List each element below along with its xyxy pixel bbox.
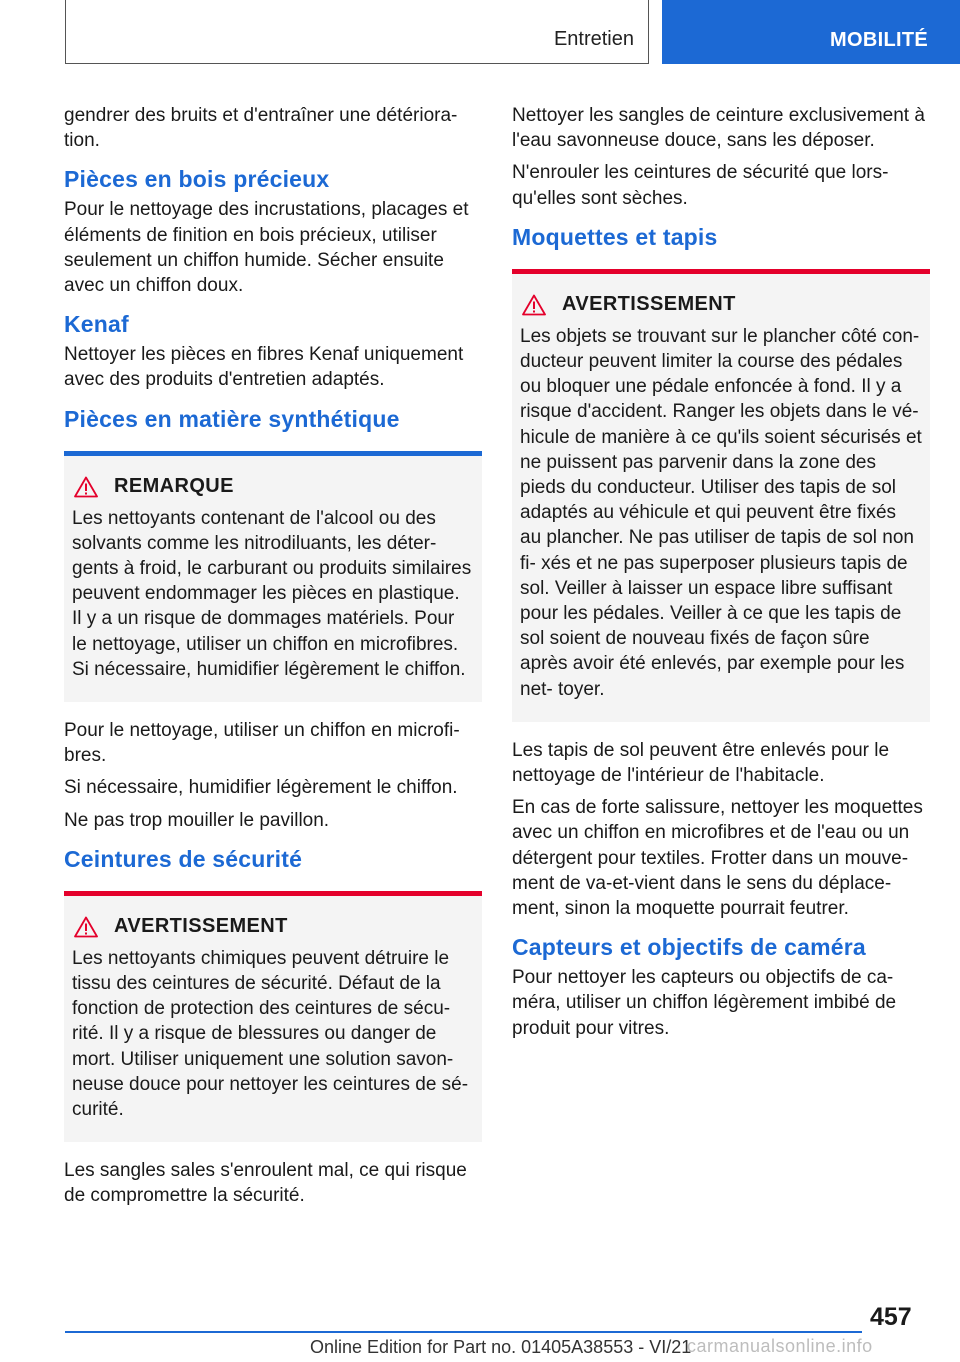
paragraph-synthetic-2: Si nécessaire, humidifier légèrement le chiffon. [64,777,458,799]
paragraph-belts-1: Nettoyer les sangles de ceinture exclusivement à l'eau savonneuse douce, sans les déposer. [512,105,925,152]
heading-wood: Pièces en bois précieux [64,166,330,193]
footer-divider [65,1331,862,1333]
seatbelt-warning-title: AVERTISSEMENT [114,915,288,938]
carpet-warning-text: Les objets se trouvant sur le plancher côté con- ducteur peuvent limiter la course des pédales ou bloquer une pédale enfoncée à fond. Il y a risque d'accident. Ranger les objets dans le vé- hicule de manière à ce qu'ils soient sécurisés et ne puissent pas parvenir dans la zone des pieds du conducteur. Utiliser des tapis de sol adaptés au véhicule et qui peuvent être fixés au plancher. Ne pas utiliser de tapis de sol non fi- xés et ne pas superposer plusieurs tapis de sol. Veiller à laisser un espace libre suffisant pour les pédales. Veiller à ce que les tapis de sol soient de nouveau fixés de façon sûre après avoir été enlevés, par exemple pour les net- toyer. [520,325,922,700]
heading-kenaf: Kenaf [64,311,129,338]
paragraph-synthetic-3: Ne pas trop mouiller le pavillon. [64,809,330,831]
note-callout-text: Les nettoyants contenant de l'alcool ou des solvants comme les nitrodiluants, les déter- gents à froid, le carburant ou produits similaires peuvent endommager les pièces en plastique. Il y a un risque de dommages matériels. Pour le nettoyage, utiliser un chiffon en microfibres. Si nécessaire, humidifier légèrement le chiffon. [72,507,472,680]
paragraph-seatbelts: Les sangles sales s'enroulent mal, ce qui risque de compromettre la sécurité. [64,1160,467,1207]
page-number: 457 [870,1303,912,1331]
carpet-warning-callout [512,269,930,722]
carpet-warning-header [520,290,922,320]
carpet-warning-title: AVERTISSEMENT [562,293,736,316]
paragraph-belts-2: N'enrouler les ceintures de sécurité que lors- qu'elles sont sèches. [512,162,889,209]
seatbelt-warning-callout [64,891,482,1142]
footer-edition: Online Edition for Part no. 01405A38553 - VI/21 [310,1337,692,1357]
heading-cameras: Capteurs et objectifs de caméra [512,934,866,961]
paragraph-synthetic-1: Pour le nettoyage, utiliser un chiffon en microfi- bres. [64,720,460,767]
note-callout-header [72,472,474,502]
heading-synthetic: Pièces en matière synthétique [64,405,400,432]
warning-triangle-icon [74,476,98,498]
right-column [512,103,930,1048]
left-column [64,103,482,1216]
heading-seatbelts: Ceintures de sécurité [64,845,303,872]
warning-triangle-icon [74,916,98,938]
paragraph-carpets-2: En cas de forte salissure, nettoyer les moquettes avec un chiffon en microfibres et de l'eau ou un détergent pour textiles. Frotter dans un mouve- ment de va-et-vient dans le sens du déplace- ment, sinon la moquette pourrait feutrer. [512,797,923,920]
paragraph-carpets-1: Les tapis de sol peuvent être enlevés pour le nettoyage de l'intérieur de l'habitacle. [512,739,890,787]
paragraph-cameras: Pour nettoyer les capteurs ou objectifs de ca- méra, utiliser un chiffon légèrement imbibé de produit pour vitres. [512,967,897,1039]
seatbelt-warning-header [72,912,474,942]
watermark: carmanualsonline.info [687,1336,873,1356]
header-chapter-label: MOBILITÉ [830,29,928,51]
note-callout [64,451,482,702]
heading-carpets: Moquettes et tapis [512,223,718,250]
header-section-title: Entretien [553,28,634,50]
header-section-box [65,0,649,64]
paragraph-kenaf: Nettoyer les pièces en fibres Kenaf uniquement avec des produits d'entretien adaptés. [64,344,464,391]
note-callout-title: REMARQUE [114,475,234,498]
intro-paragraph: gendrer des bruits et d'entraîner une détériora- tion. [64,105,458,152]
paragraph-wood: Pour le nettoyage des incrustations, placages et éléments de finition en bois précieux, utiliser seulement un chiffon humide. Sécher ensuite avec un chiffon doux. [64,199,469,297]
warning-triangle-icon [522,294,546,316]
header-chapter-tab[interactable] [662,0,960,64]
seatbelt-warning-text: Les nettoyants chimiques peuvent détruire le tissu des ceintures de sécurité. Défaut de la fonction de protection des ceintures de sécu- rité. Il y a risque de blessures ou danger de mort. Utiliser uniquement une solution savon- neuse douce pour nettoyer les ceintures de sé- curité. [72,947,469,1121]
